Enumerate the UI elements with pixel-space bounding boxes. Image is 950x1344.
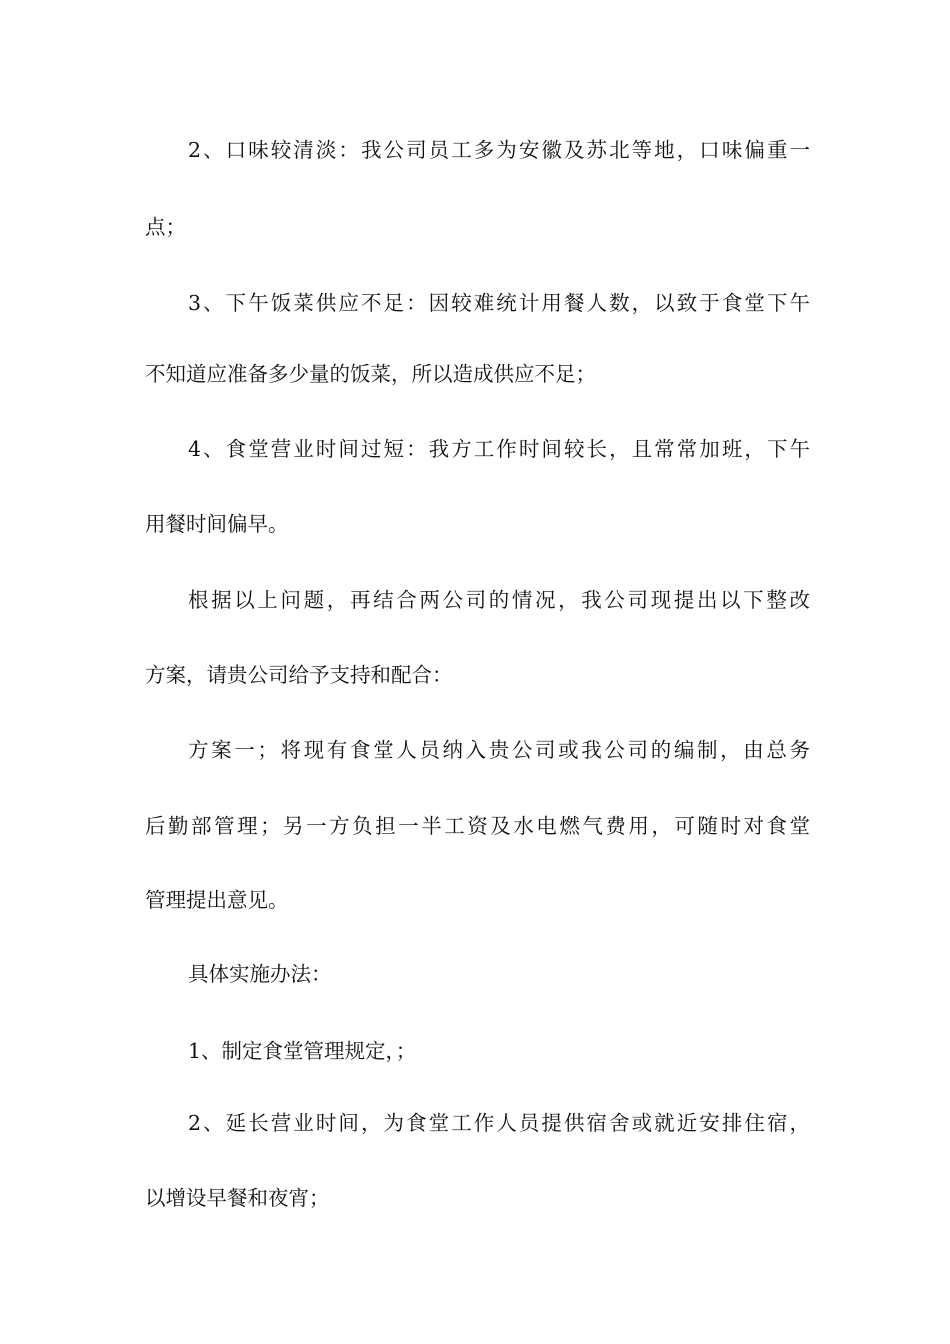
paragraph-line: 方案，请贵公司给予支持和配合： — [145, 663, 453, 687]
paragraph-line: 2、口味较清淡：我公司员工多为安徽及苏北等地，口味偏重一 — [188, 138, 810, 162]
paragraph-line: 点； — [145, 215, 186, 239]
paragraph-line: 1、制定食堂管理规定，； — [188, 1039, 417, 1063]
paragraph-line: 以增设早餐和夜宵； — [145, 1186, 330, 1210]
paragraph-line: 方案一；将现有食堂人员纳入贵公司或我公司的编制，由总务 — [188, 738, 810, 762]
paragraph-line: 不知道应准备多少量的饭菜，所以造成供应不足； — [145, 362, 596, 386]
paragraph-line: 4、食堂营业时间过短：我方工作时间较长，且常常加班，下午 — [188, 437, 810, 461]
paragraph-line: 管理提出意见。 — [145, 888, 289, 912]
paragraph-line: 3、下午饭菜供应不足：因较难统计用餐人数，以致于食堂下午 — [188, 291, 810, 315]
paragraph-line: 具体实施办法： — [188, 962, 332, 986]
paragraph-line: 后勤部管理；另一方负担一半工资及水电燃气费用，可随时对食堂 — [145, 814, 810, 838]
paragraph-line: 用餐时间偏早。 — [145, 512, 289, 536]
paragraph-line: 根据以上问题，再结合两公司的情况，我公司现提出以下整改 — [188, 588, 810, 612]
paragraph-line: 2、延长营业时间，为食堂工作人员提供宿舍或就近安排住宿， — [188, 1111, 810, 1135]
